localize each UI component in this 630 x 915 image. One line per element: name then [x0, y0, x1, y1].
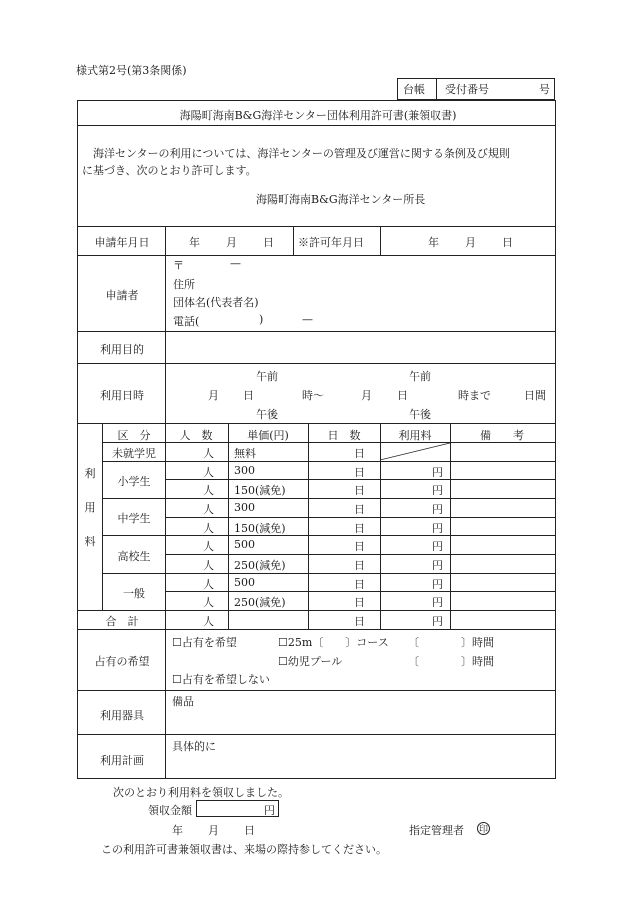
people-unit: 人 — [203, 503, 214, 516]
col-remarks: 備 考 — [480, 429, 524, 442]
applicant-label: 申請者 — [105, 289, 139, 302]
unit-price: 150(減免) — [234, 484, 286, 497]
receipt-amount-box — [196, 800, 279, 817]
unit-price: 無料 — [234, 447, 256, 460]
divider — [102, 573, 555, 574]
permit-date-label: ※許可年月日 — [298, 236, 364, 249]
postal-mark: 〒 — [173, 259, 184, 272]
plan-value: 具体的に — [172, 740, 216, 753]
until-pm: 午後 — [409, 408, 431, 421]
app-month: 月 — [226, 236, 237, 249]
until-am: 午前 — [409, 370, 431, 383]
until-day: 日 — [397, 389, 408, 402]
days-label: 日間 — [524, 389, 546, 402]
divider — [78, 125, 555, 126]
day-unit: 日 — [354, 503, 365, 516]
divider — [228, 423, 229, 629]
divider — [78, 363, 555, 364]
category-junior-high: 中学生 — [117, 512, 151, 525]
purpose-label: 利用目的 — [100, 343, 144, 356]
permit-year: 年 — [428, 236, 439, 249]
people-unit: 人 — [203, 466, 214, 479]
people-unit: 人 — [203, 522, 214, 535]
postal-dash: — — [230, 257, 241, 270]
kids-pool-checkbox[interactable]: ☐幼児プール — [278, 655, 343, 668]
receipt-line: 次のとおり利用料を領収しました。 — [113, 786, 289, 799]
category-elementary: 小学生 — [117, 475, 151, 488]
divider — [78, 331, 555, 332]
equipment-value: 備品 — [172, 695, 194, 708]
app-day: 日 — [263, 236, 274, 249]
intro-text-line1: 海洋センターの利用については、海洋センターの管理及び運営に関する条例及び規則 — [93, 147, 510, 160]
number-unit: 号 — [539, 83, 550, 96]
divider — [102, 442, 555, 443]
group-name-label: 団体名(代表者名) — [173, 296, 259, 309]
from-pm: 午後 — [256, 408, 278, 421]
day-unit: 日 — [354, 596, 365, 609]
equipment-label: 利用器具 — [100, 709, 144, 722]
app-year: 年 — [189, 236, 200, 249]
divider — [102, 423, 103, 610]
day-unit: 日 — [354, 522, 365, 535]
from-hour: 時～ — [302, 389, 324, 402]
yen-unit: 円 — [432, 540, 443, 553]
category-high-school: 高校生 — [117, 550, 151, 563]
yen-unit: 円 — [432, 596, 443, 609]
not-applicable-slash — [380, 442, 450, 461]
receipt-year: 年 — [172, 824, 183, 837]
day-unit: 日 — [354, 466, 365, 479]
intro-text-line2: に基づき、次のとおり許可します。 — [82, 164, 257, 177]
permit-form — [77, 100, 556, 779]
divider — [165, 554, 555, 555]
phone-close: ) — [259, 313, 264, 326]
divider — [78, 690, 555, 691]
divider — [165, 226, 166, 255]
divider — [102, 535, 555, 536]
col-fee: 利用料 — [398, 429, 432, 442]
phone-dash: — — [302, 313, 313, 326]
day-unit: 日 — [354, 578, 365, 591]
yen-unit: 円 — [432, 484, 443, 497]
phone-label: 電話( — [173, 315, 200, 328]
divider — [308, 423, 309, 629]
ledger-label: 台帳 — [403, 83, 425, 96]
fee-side-label-3: 料 — [84, 535, 96, 548]
unit-price: 500 — [234, 538, 255, 551]
exclusive-not-want-checkbox[interactable]: ☐占有を希望しない — [172, 673, 270, 686]
day-unit: 日 — [354, 447, 365, 460]
divider — [78, 226, 555, 227]
form-title: 海陽町海南B&G海洋センター団体利用許可書(兼領収書) — [179, 109, 457, 122]
datetime-label: 利用日時 — [100, 389, 144, 402]
plan-label: 利用計画 — [100, 754, 144, 767]
receipt-day: 日 — [244, 824, 255, 837]
form-number-label: 様式第2号(第3条関係) — [76, 64, 187, 77]
kids-pool-hours: 〕時間 — [461, 655, 494, 668]
pool-25m-bracket-open: 〔 — [408, 636, 419, 649]
from-month: 月 — [208, 389, 219, 402]
yen-unit: 円 — [432, 522, 443, 535]
yen-unit: 円 — [432, 559, 443, 572]
yen-unit: 円 — [432, 578, 443, 591]
exclusive-want-checkbox[interactable]: ☐占有を希望 — [172, 636, 237, 649]
people-unit: 人 — [203, 559, 214, 572]
people-unit: 人 — [203, 484, 214, 497]
exclusive-label: 占有の希望 — [94, 655, 150, 668]
registry-divider — [436, 79, 437, 99]
category-general: 一般 — [123, 587, 145, 600]
from-am: 午前 — [256, 370, 278, 383]
divider — [165, 423, 166, 629]
issuer-name: 海陽町海南B&G海洋センター所長 — [256, 193, 426, 206]
receipt-yen: 円 — [264, 804, 275, 817]
people-unit: 人 — [203, 447, 214, 460]
day-unit: 日 — [354, 484, 365, 497]
unit-price: 300 — [234, 464, 255, 477]
people-unit: 人 — [203, 578, 214, 591]
divider — [78, 629, 555, 630]
yen-unit: 円 — [432, 503, 443, 516]
unit-price: 500 — [234, 576, 255, 589]
unit-price: 300 — [234, 501, 255, 514]
pool-25m-hours: 〕時間 — [461, 636, 494, 649]
receipt-month: 月 — [208, 824, 219, 837]
col-unit-price: 単価(円) — [247, 429, 289, 442]
registry-box — [397, 78, 555, 100]
divider — [165, 629, 166, 779]
yen-unit: 円 — [432, 615, 443, 628]
divider — [102, 498, 555, 499]
from-day: 日 — [243, 389, 254, 402]
people-unit: 人 — [203, 596, 214, 609]
fee-side-label-1: 利 — [84, 467, 96, 480]
divider — [165, 255, 166, 423]
until-month: 月 — [361, 389, 372, 402]
divider — [293, 226, 294, 255]
people-unit: 人 — [203, 615, 214, 628]
day-unit: 日 — [354, 540, 365, 553]
footer-note: この利用許可書兼領収書は、来場の際持参してください。 — [101, 843, 387, 856]
address-label: 住所 — [173, 278, 195, 291]
receipt-number-label: 受付番号 — [445, 83, 489, 96]
divider — [78, 734, 555, 735]
divider — [102, 461, 555, 462]
col-category: 区 分 — [117, 429, 151, 442]
permit-month: 月 — [465, 236, 476, 249]
col-people: 人 数 — [179, 429, 213, 442]
divider — [380, 226, 381, 255]
divider — [78, 423, 555, 424]
unit-price: 150(減免) — [234, 522, 286, 535]
unit-price: 250(減免) — [234, 559, 286, 572]
application-date-label: 申請年月日 — [94, 236, 150, 249]
day-unit: 日 — [354, 559, 365, 572]
divider — [165, 517, 555, 518]
category-preschool: 未就学児 — [112, 447, 156, 460]
seal-icon: 印 — [477, 822, 490, 835]
col-days: 日 数 — [327, 429, 361, 442]
pool-25m-checkbox[interactable]: ☐25m〔 〕コース — [278, 636, 389, 649]
receipt-amount-label: 領収金額 — [148, 804, 192, 817]
people-unit: 人 — [203, 540, 214, 553]
kids-pool-bracket-open: 〔 — [408, 655, 419, 668]
divider — [78, 255, 555, 256]
fee-side-label-2: 用 — [84, 501, 96, 514]
unit-price: 250(減免) — [234, 596, 286, 609]
divider — [450, 423, 451, 629]
day-unit: 日 — [354, 615, 365, 628]
divider — [78, 610, 555, 611]
permit-day: 日 — [502, 236, 513, 249]
manager-label: 指定管理者 — [409, 824, 464, 837]
total-label: 合 計 — [105, 615, 139, 628]
until-hour: 時まで — [458, 389, 491, 402]
yen-unit: 円 — [432, 466, 443, 479]
